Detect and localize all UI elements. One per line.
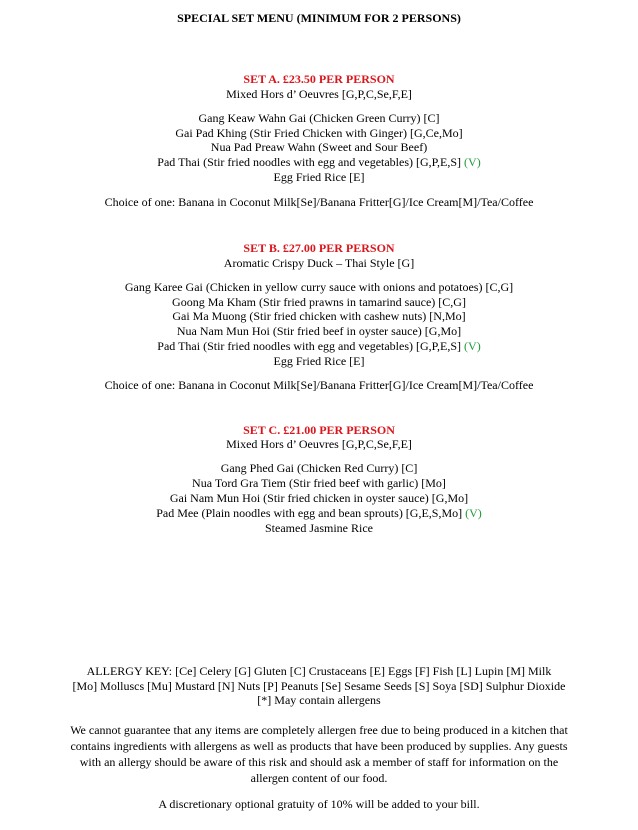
- set-a-item: Gai Pad Khing (Stir Fried Chicken with Ginger) [G,Ce,Mo]: [175, 126, 463, 140]
- allergy-key-line: [*] May contain allergens: [257, 693, 381, 707]
- set-b-item-text: Pad Thai (Stir fried noodles with egg and vegetables) [G,P,E,S]: [157, 339, 462, 353]
- set-a-starter: Mixed Hors d’ Oeuvres [G,P,C,Se,F,E]: [226, 87, 412, 101]
- vegetarian-marker: (V): [464, 339, 481, 353]
- gratuity-note: A discretionary optional gratuity of 10% will be added to your bill.: [158, 797, 480, 811]
- set-c-item: Gai Nam Mun Hoi (Stir fried chicken in oyster sauce) [G,Mo]: [169, 491, 469, 505]
- vegetarian-marker: (V): [465, 506, 482, 520]
- set-b-item: Egg Fried Rice [E]: [273, 354, 365, 368]
- set-c-item: Nua Tord Gra Tiem (Stir fried beef with garlic) [Mo]: [192, 476, 446, 490]
- set-b-starter: Aromatic Crispy Duck – Thai Style [G]: [223, 256, 415, 270]
- vegetarian-marker: (V): [464, 155, 481, 169]
- set-b-item: Goong Ma Kham (Stir fried prawns in tamarind sauce) [C,G]: [172, 295, 466, 309]
- allergy-key-line: ALLERGY KEY: [Ce] Celery [G] Gluten [C] Crustaceans [E] Eggs [F] Fish [L] Lupin [M] Milk: [86, 664, 552, 678]
- set-a-heading: SET A. £23.50 PER PERSON: [243, 72, 395, 86]
- set-a-item-text: Pad Thai (Stir fried noodles with egg and vegetables) [G,P,E,S]: [157, 155, 462, 169]
- set-b-item: Gang Karee Gai (Chicken in yellow curry sauce with onions and potatoes) [C,G]: [124, 280, 514, 294]
- set-c-item: Steamed Jasmine Rice: [265, 521, 373, 535]
- set-b-item: Gai Ma Muong (Stir fried chicken with cashew nuts) [N,Mo]: [172, 309, 466, 323]
- set-c-starter: Mixed Hors d’ Oeuvres [G,P,C,Se,F,E]: [226, 437, 412, 451]
- page-title: SPECIAL SET MENU (MINIMUM FOR 2 PERSONS): [177, 11, 461, 25]
- set-b-heading: SET B. £27.00 PER PERSON: [243, 241, 395, 255]
- set-c-item-text: Pad Mee (Plain noodles with egg and bean sprouts) [G,E,S,Mo]: [156, 506, 463, 520]
- set-b-item: [0, 339, 638, 353]
- allergen-disclaimer: We cannot guarantee that any items are completely allergen free due to being produced in a kitchen that contains ingredients with allergens as well as products that have been produced by supplies. Any guests with an allergy should be aware of this risk and should ask a member of staff for information on the allergen content of our food.: [70, 723, 568, 785]
- set-a-item: Gang Keaw Wahn Gai (Chicken Green Curry) [C]: [198, 111, 440, 125]
- set-a-item: Egg Fried Rice [E]: [273, 170, 365, 184]
- set-c-heading: SET C. £21.00 PER PERSON: [243, 423, 395, 437]
- set-a-item: [0, 155, 638, 169]
- set-a-dessert: Choice of one: Banana in Coconut Milk[Se]/Banana Fritter[G]/Ice Cream[M]/Tea/Coffee: [104, 195, 534, 209]
- set-c-item: [0, 506, 638, 520]
- set-b-item: Nua Nam Mun Hoi (Stir fried beef in oyster sauce) [G,Mo]: [176, 324, 462, 338]
- allergy-key-line: [Mo] Molluscs [Mu] Mustard [N] Nuts [P] Peanuts [Se] Sesame Seeds [S] Soya [SD] Sulphur Dioxide: [72, 679, 566, 693]
- set-b-dessert: Choice of one: Banana in Coconut Milk[Se]/Banana Fritter[G]/Ice Cream[M]/Tea/Coffee: [104, 378, 534, 392]
- set-a-item: Nua Pad Preaw Wahn (Sweet and Sour Beef): [210, 140, 428, 154]
- set-c-item: Gang Phed Gai (Chicken Red Curry) [C]: [220, 461, 418, 475]
